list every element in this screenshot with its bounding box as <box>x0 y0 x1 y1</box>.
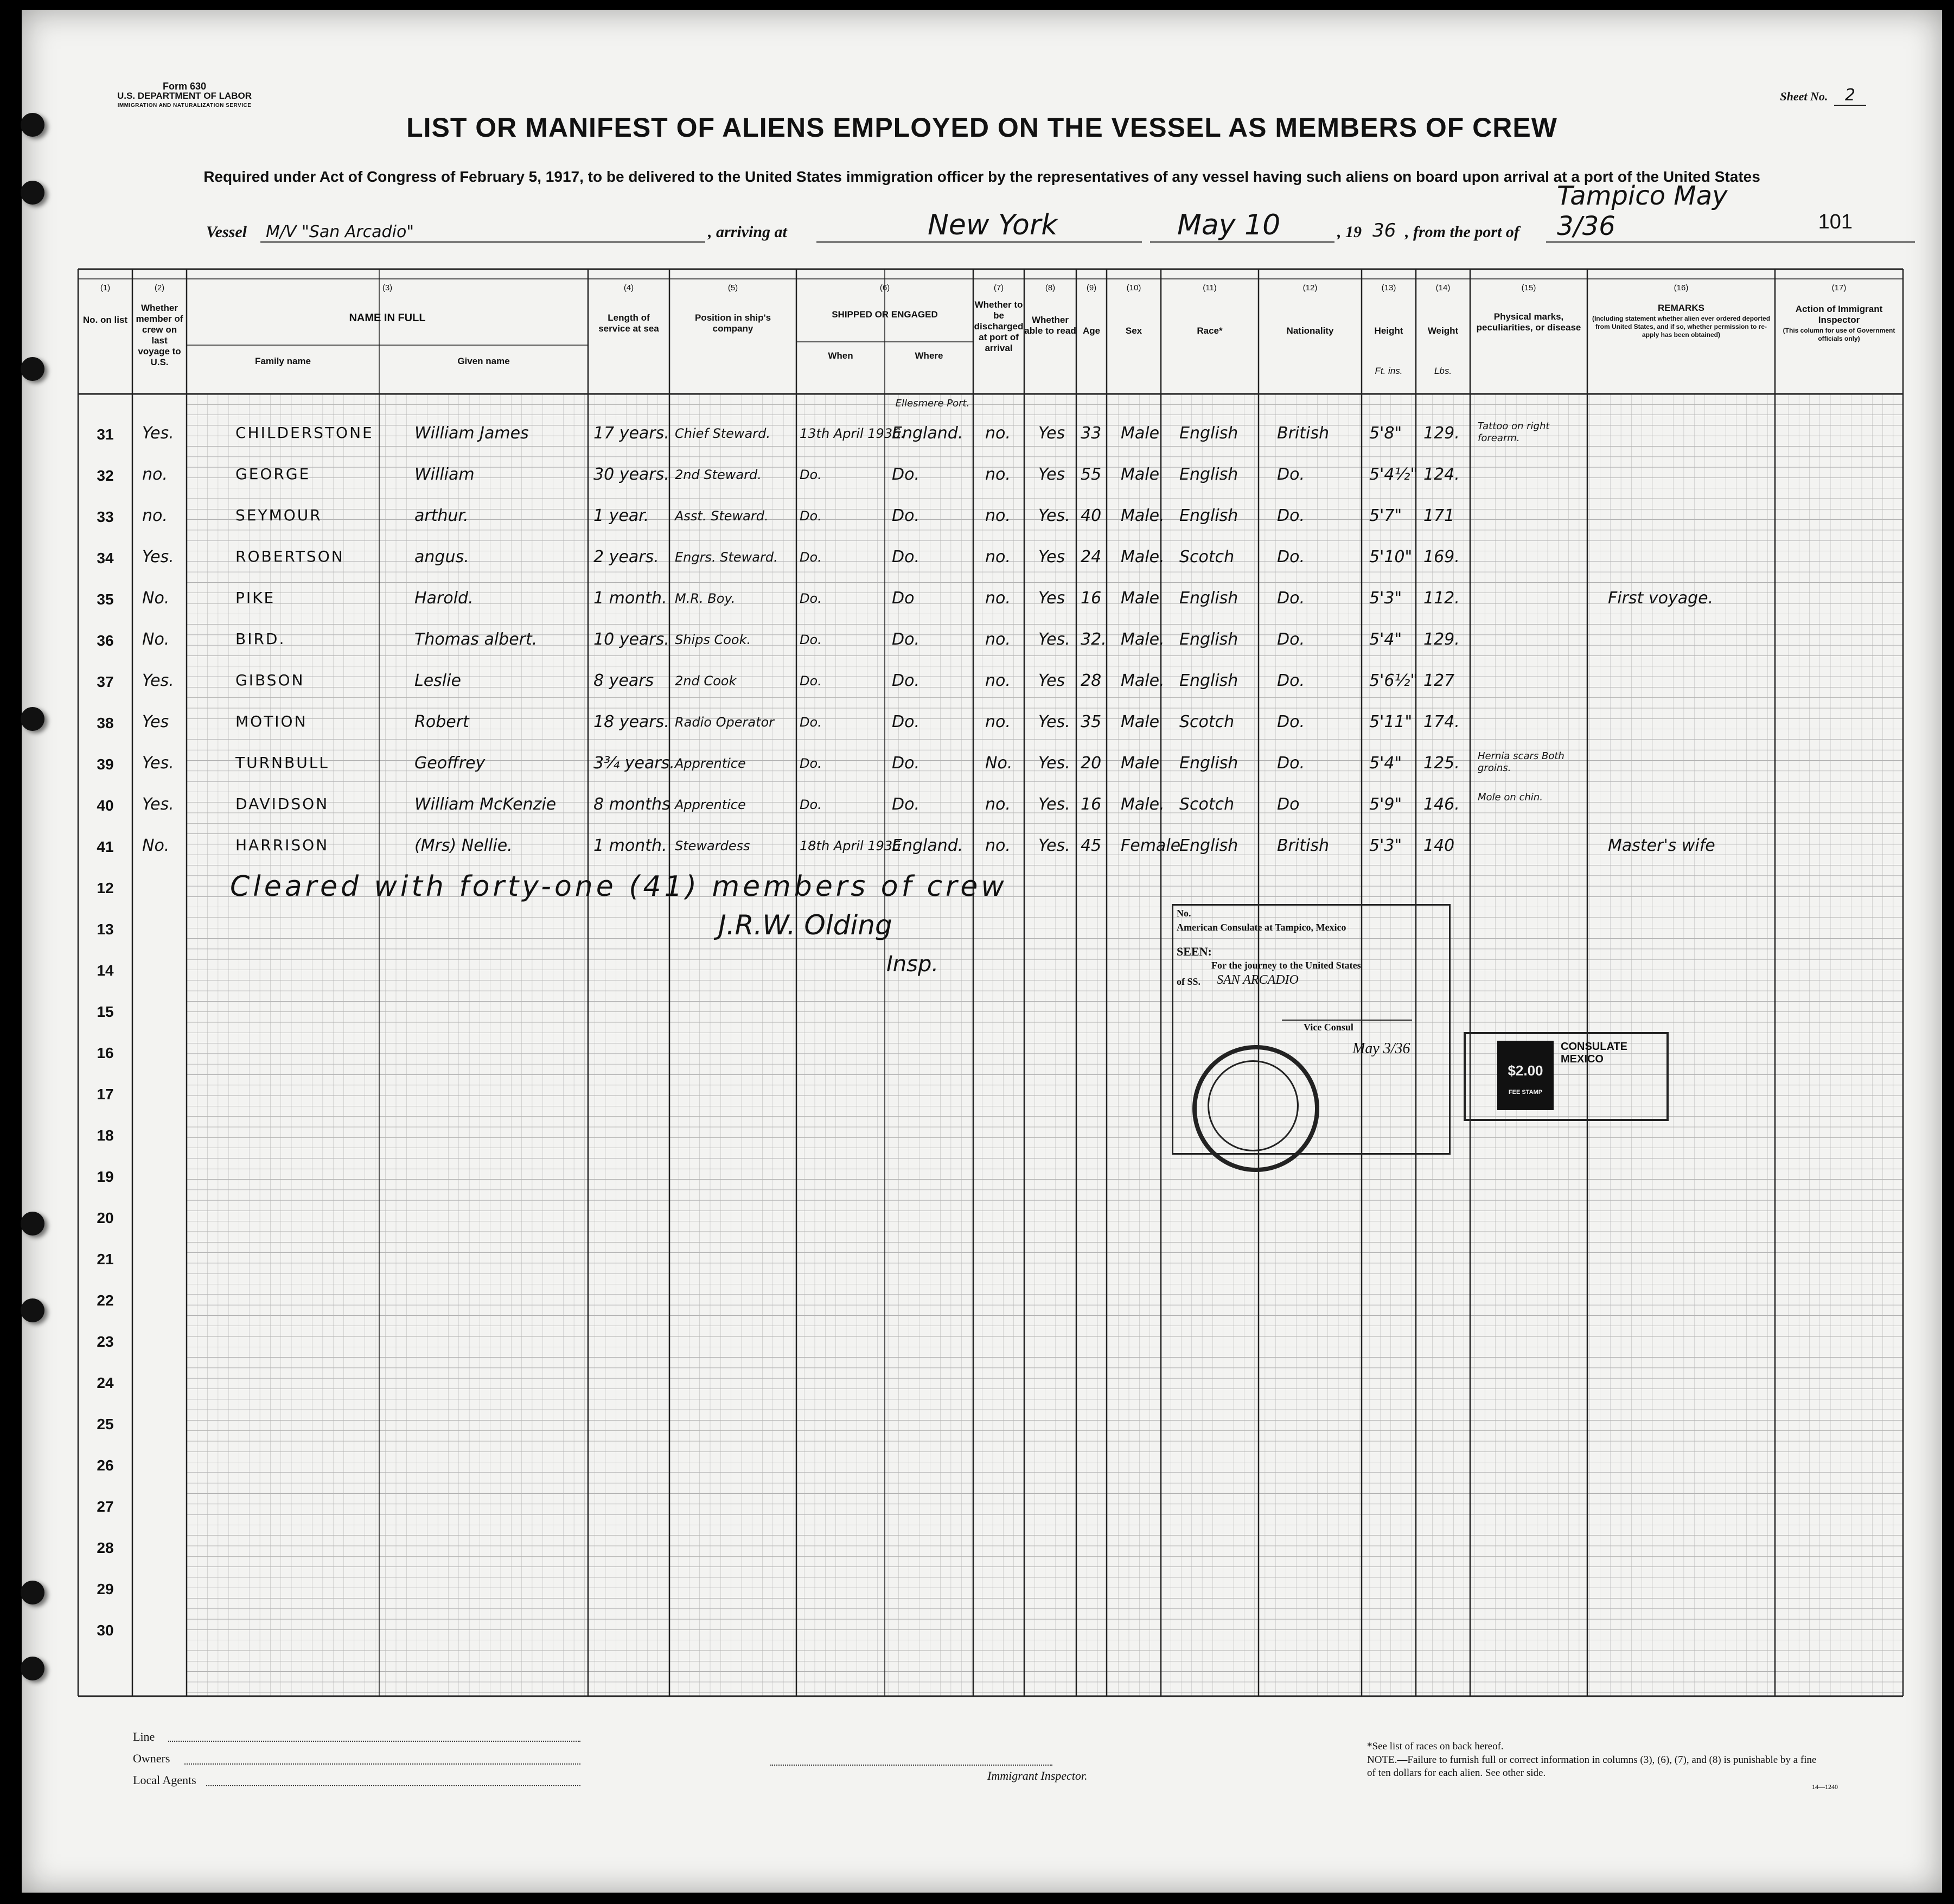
row-number: 13 <box>97 921 114 938</box>
stamp-no-label: No. <box>1177 908 1191 919</box>
shipped-when-cell: Do. <box>800 673 822 689</box>
row-number: 30 <box>97 1622 114 1639</box>
sex-cell: Male <box>1121 589 1160 608</box>
position-cell: Apprentice <box>675 756 746 771</box>
position-cell: M.R. Boy. <box>675 591 736 606</box>
service-cell: 18 years. <box>593 712 669 731</box>
shipped-where-cell: Do. <box>892 754 919 773</box>
height-cell: 5'4" <box>1369 754 1402 773</box>
position-cell: Ships Cook. <box>675 632 751 647</box>
year-prefix: , 19 <box>1337 223 1362 241</box>
stamp-ship: SAN ARCADIO <box>1217 973 1299 987</box>
position-cell: Stewardess <box>675 838 750 854</box>
shipped-when-cell: Do. <box>800 632 822 647</box>
col-13-number: (13) <box>1381 283 1396 292</box>
row-number: 12 <box>97 880 114 896</box>
col-given-header: Given name <box>457 356 510 366</box>
age-cell: 28 <box>1081 671 1102 690</box>
weight-cell: 127 <box>1423 671 1455 690</box>
fine-note: NOTE.—Failure to furnish full or correct information in columns (3), (6), (7), and (8) is punishable by a fine of ten dollars for each alien. See other side. <box>1367 1754 1817 1779</box>
row-number: 19 <box>97 1168 114 1185</box>
given-name-cell: angus. <box>414 547 469 566</box>
shipped-when-cell: Do. <box>800 797 822 812</box>
read-cell: Yes <box>1038 547 1065 566</box>
col-17-number: (17) <box>1831 283 1847 292</box>
discharge-cell: no. <box>985 712 1011 731</box>
family-name-cell: PIKE <box>235 589 276 607</box>
weight-cell: 169. <box>1423 547 1460 566</box>
age-cell: 33 <box>1081 424 1102 443</box>
race-note: *See list of races on back hereof. <box>1367 1741 1504 1752</box>
col-remarks-subheader: (Including statement whether alien ever ordered deported from United States, and if so, whether permission to re-apply has been obtained) <box>1592 315 1771 339</box>
shipped-when-cell: Do. <box>800 756 822 771</box>
line-underline <box>168 1741 580 1742</box>
row-number: 29 <box>97 1581 114 1597</box>
given-name-cell: William James <box>414 424 529 443</box>
remarks-cell: Master's wife <box>1608 836 1715 855</box>
stamp-vice-consul: Vice Consul <box>1304 1022 1353 1033</box>
weight-cell: 129. <box>1423 424 1460 443</box>
read-cell: Yes. <box>1038 754 1070 773</box>
from-value: Tampico May 3/36 <box>1557 181 1728 241</box>
last-voyage-cell: Yes. <box>142 795 174 814</box>
read-cell: Yes <box>1038 465 1065 484</box>
shipped-where-cell: Do. <box>892 465 919 484</box>
service-cell: 3¾ years. <box>593 754 675 773</box>
weight-cell: 124. <box>1423 465 1460 484</box>
nationality-cell: Do. <box>1277 465 1305 484</box>
sheet-label: Sheet No. <box>1780 90 1828 103</box>
shipped-where-cell: Do. <box>892 547 919 566</box>
shipped-where-cell: Do. <box>892 712 919 731</box>
race-cell: Scotch <box>1179 712 1235 731</box>
shipped-where-cell: England. <box>892 424 963 443</box>
col-9-number: (9) <box>1086 283 1097 292</box>
shipped-where-cell: Do. <box>892 671 919 690</box>
weight-cell: 140 <box>1423 836 1455 855</box>
row-number: 40 <box>97 797 114 814</box>
family-name-cell: BIRD. <box>235 630 286 648</box>
manifest-table <box>78 269 1923 1702</box>
height-cell: 5'11" <box>1369 712 1413 731</box>
last-voyage-cell: no. <box>142 506 168 525</box>
shipped-when-cell: Do. <box>800 508 822 524</box>
position-cell: 2nd Steward. <box>675 467 762 482</box>
height-cell: 5'4" <box>1369 630 1402 649</box>
stamp-journey: For the journey to the United States <box>1211 960 1361 971</box>
position-cell: Radio Operator <box>675 715 775 730</box>
nationality-cell: Do <box>1277 795 1300 814</box>
col-remarks-header: REMARKS <box>1658 303 1704 313</box>
inspector-signature: J.R.W. Olding <box>718 909 892 941</box>
family-name-cell: GIBSON <box>235 671 305 689</box>
where-note: Ellesmere Port. <box>895 398 970 409</box>
age-cell: 16 <box>1081 795 1102 814</box>
race-cell: Scotch <box>1179 547 1235 566</box>
year-value: 36 <box>1372 220 1396 241</box>
given-name-cell: arthur. <box>414 506 469 525</box>
shipped-when-cell: Do. <box>800 550 822 565</box>
weight-cell: 112. <box>1423 589 1460 608</box>
col-discharge-header: Whether to be discharged at port of arrival <box>974 300 1024 353</box>
read-cell: Yes. <box>1038 506 1070 525</box>
height-cell: 5'3" <box>1369 836 1402 855</box>
sex-cell: Male. <box>1121 506 1165 525</box>
shipped-where-cell: Do <box>892 589 915 608</box>
service-cell: 1 month. <box>593 589 667 608</box>
date-value: May 10 <box>1177 209 1281 241</box>
remarks-cell: First voyage. <box>1608 589 1714 608</box>
age-cell: 40 <box>1081 506 1102 525</box>
family-name-cell: ROBERTSON <box>235 547 344 565</box>
inspector-underline <box>770 1765 1052 1766</box>
stamp-seen: SEEN: <box>1177 945 1212 958</box>
race-cell: English <box>1179 630 1238 649</box>
discharge-cell: no. <box>985 465 1011 484</box>
discharge-cell: no. <box>985 836 1011 855</box>
row-number: 35 <box>97 591 114 608</box>
col-read-header: Whether able to read <box>1024 315 1076 336</box>
last-voyage-cell: no. <box>142 465 168 484</box>
col-12-number: (12) <box>1302 283 1318 292</box>
weight-unit: Lbs. <box>1434 366 1452 376</box>
shipped-when-cell: 18th April 1936 <box>800 838 901 854</box>
last-voyage-cell: Yes. <box>142 671 174 690</box>
position-cell: 2nd Cook <box>675 673 737 689</box>
row-number: 25 <box>97 1416 114 1432</box>
row-number: 31 <box>97 426 114 443</box>
row-number: 27 <box>97 1498 114 1515</box>
given-name-cell: William McKenzie <box>414 795 557 814</box>
height-cell: 5'4½" <box>1369 465 1418 484</box>
revenue-stamp-box <box>1464 1032 1669 1121</box>
discharge-cell: no. <box>985 547 1011 566</box>
col-when-header: When <box>828 351 853 361</box>
age-cell: 32. <box>1081 630 1107 649</box>
col-6-number: (6) <box>879 283 890 292</box>
col-position-header: Position in ship's company <box>694 313 771 334</box>
sex-cell: Male. <box>1121 547 1165 566</box>
row-number: 26 <box>97 1457 114 1474</box>
family-name-cell: MOTION <box>235 712 308 730</box>
fee-stamp-caption: FEE STAMP <box>1508 1089 1543 1096</box>
revenue-text: CONSULATE MEXICO <box>1561 1041 1627 1065</box>
vessel-label: Vessel <box>206 223 247 241</box>
sex-cell: Male <box>1121 465 1160 484</box>
nationality-cell: Do. <box>1277 630 1305 649</box>
cleared-note: Cleared with forty-one (41) members of crew <box>230 870 1007 903</box>
col-nationality-header: Nationality <box>1286 326 1334 336</box>
circular-seal <box>1192 1045 1319 1172</box>
row-number: 37 <box>97 673 114 690</box>
col-2-number: (2) <box>154 283 165 292</box>
col-where-header: Where <box>915 351 943 361</box>
col-inspector-subheader: (This column for use of Government officials only) <box>1783 327 1895 342</box>
height-cell: 5'10" <box>1369 547 1413 566</box>
given-name-cell: (Mrs) Nellie. <box>414 836 513 855</box>
given-name-cell: Geoffrey <box>414 754 486 773</box>
shipped-where-cell: Do. <box>892 630 919 649</box>
stamp-consulate: American Consulate at Tampico, Mexico <box>1177 922 1346 933</box>
race-cell: English <box>1179 836 1238 855</box>
col-marks-header: Physical marks, peculiarities, or disease <box>1476 311 1581 333</box>
race-cell: English <box>1179 754 1238 773</box>
service-cell: 10 years. <box>593 630 669 649</box>
position-cell: Asst. Steward. <box>675 508 769 524</box>
stamp-of-ss: of SS. <box>1177 976 1201 987</box>
col-no-header: No. on list <box>82 315 128 325</box>
row-number: 36 <box>97 632 114 649</box>
row-number: 20 <box>97 1209 114 1226</box>
nationality-cell: British <box>1277 424 1329 443</box>
col-16-number: (16) <box>1674 283 1689 292</box>
stamp-date: May 3/36 <box>1352 1040 1410 1057</box>
age-cell: 55 <box>1081 465 1102 484</box>
col-sex-header: Sex <box>1125 326 1142 336</box>
last-voyage-cell: No. <box>142 589 170 608</box>
page-subtitle: Required under Act of Congress of February 5, 1917, to be delivered to the United States immigration officer by the representatives of any vessel having such aliens on board upon arrival at a port of the United States <box>203 168 1760 185</box>
marks-cell: Tattoo on right forearm. <box>1478 421 1550 444</box>
weight-cell: 171 <box>1423 506 1455 525</box>
nationality-cell: Do. <box>1277 754 1305 773</box>
row-number: 16 <box>97 1045 114 1061</box>
height-cell: 5'6½" <box>1369 671 1418 690</box>
inspector-title: Insp. <box>886 952 939 977</box>
row-number: 32 <box>97 467 114 484</box>
col-weight-header: Weight <box>1427 326 1459 336</box>
row-number: 15 <box>97 1003 114 1020</box>
row-number: 24 <box>97 1374 114 1391</box>
race-cell: English <box>1179 671 1238 690</box>
service-cell: 17 years. <box>593 424 669 443</box>
age-cell: 45 <box>1081 836 1102 855</box>
page-number: 101 <box>1818 211 1853 233</box>
last-voyage-cell: No. <box>142 630 170 649</box>
row-number: 18 <box>97 1127 114 1144</box>
sex-cell: Male. <box>1121 630 1165 649</box>
nationality-cell: Do. <box>1277 712 1305 731</box>
seal-inner-ring <box>1208 1060 1299 1151</box>
col-15-number: (15) <box>1521 283 1536 292</box>
given-name-cell: William <box>414 465 475 484</box>
sex-cell: Male. <box>1121 671 1165 690</box>
sex-cell: Male <box>1121 712 1160 731</box>
age-cell: 24 <box>1081 547 1102 566</box>
fee-stamp-value: $2.00 <box>1508 1062 1543 1079</box>
row-number: 28 <box>97 1539 114 1556</box>
col-3-number: (3) <box>382 283 393 292</box>
last-voyage-cell: No. <box>142 836 170 855</box>
nationality-cell: Do. <box>1277 547 1305 566</box>
height-cell: 5'7" <box>1369 506 1402 525</box>
col-last-voyage-header: Whether member of crew on last voyage to U.S. <box>136 303 183 367</box>
discharge-cell: no. <box>985 671 1011 690</box>
sex-cell: Male <box>1121 424 1160 443</box>
family-name-cell: TURNBULL <box>235 754 329 772</box>
footer-agents-label: Local Agents <box>133 1773 196 1787</box>
row-number: 21 <box>97 1251 114 1268</box>
row-number: 34 <box>97 550 114 566</box>
weight-cell: 125. <box>1423 754 1460 773</box>
family-name-cell: SEYMOUR <box>235 506 322 524</box>
service-cell: 1 month. <box>593 836 667 855</box>
marks-cell: Mole on chin. <box>1478 792 1543 803</box>
read-cell: Yes <box>1038 424 1065 443</box>
family-name-cell: DAVIDSON <box>235 795 329 813</box>
col-name-header: NAME IN FULL <box>349 312 426 324</box>
marks-cell: Hernia scars Both groins. <box>1478 750 1565 774</box>
family-name-cell: HARRISON <box>235 836 329 854</box>
owners-underline <box>184 1763 580 1765</box>
col-8-number: (8) <box>1045 283 1056 292</box>
sex-cell: Male. <box>1121 795 1165 814</box>
discharge-cell: no. <box>985 630 1011 649</box>
discharge-cell: no. <box>985 795 1011 814</box>
shipped-when-cell: Do. <box>800 467 822 482</box>
fee-stamp <box>1497 1041 1554 1110</box>
position-cell: Engrs. Steward. <box>675 550 778 565</box>
arriving-value: New York <box>928 209 1058 241</box>
weight-cell: 146. <box>1423 795 1460 814</box>
nationality-cell: Do. <box>1277 671 1305 690</box>
service-cell: 8 years <box>593 671 654 690</box>
row-number: 22 <box>97 1292 114 1309</box>
height-cell: 5'8" <box>1369 424 1402 443</box>
footer-owners-label: Owners <box>133 1752 170 1765</box>
arriving-label: , arriving at <box>708 223 787 241</box>
row-number: 41 <box>97 838 114 855</box>
service-cell: 8 months <box>593 795 671 814</box>
shipped-when-cell: Do. <box>800 715 822 730</box>
manifest-page <box>22 10 1942 1893</box>
row-number: 38 <box>97 715 114 731</box>
service-cell: 1 year. <box>593 506 649 525</box>
shipped-where-cell: Do. <box>892 795 919 814</box>
shipped-where-cell: Do. <box>892 506 919 525</box>
col-14-number: (14) <box>1435 283 1451 292</box>
sex-cell: Male <box>1121 754 1160 773</box>
race-cell: English <box>1179 506 1238 525</box>
service-cell: 30 years. <box>593 465 669 484</box>
height-cell: 5'9" <box>1369 795 1402 814</box>
last-voyage-cell: Yes. <box>142 754 174 773</box>
nationality-cell: Do. <box>1277 589 1305 608</box>
footer-line-label: Line <box>133 1730 155 1743</box>
col-10-number: (10) <box>1126 283 1141 292</box>
read-cell: Yes. <box>1038 836 1070 855</box>
row-number: 17 <box>97 1086 114 1103</box>
read-cell: Yes <box>1038 671 1065 690</box>
read-cell: Yes <box>1038 589 1065 608</box>
sex-cell: Female <box>1121 836 1181 855</box>
col-height-header: Height <box>1374 326 1403 336</box>
form-code: 14—1240 <box>1812 1783 1838 1791</box>
discharge-cell: No. <box>985 754 1013 773</box>
race-cell: Scotch <box>1179 795 1235 814</box>
given-name-cell: Thomas albert. <box>414 630 538 649</box>
discharge-cell: no. <box>985 506 1011 525</box>
read-cell: Yes. <box>1038 795 1070 814</box>
col-service-header: Length of service at sea <box>598 313 659 334</box>
service-name: IMMIGRATION AND NATURALIZATION SERVICE <box>117 103 252 109</box>
row-number: 33 <box>97 508 114 525</box>
nationality-cell: British <box>1277 836 1329 855</box>
discharge-cell: no. <box>985 424 1011 443</box>
agents-underline <box>206 1785 580 1786</box>
race-cell: English <box>1179 465 1238 484</box>
position-cell: Chief Steward. <box>675 426 770 441</box>
height-unit: Ft. ins. <box>1375 366 1403 376</box>
read-cell: Yes. <box>1038 712 1070 731</box>
from-label: , from the port of <box>1405 223 1519 241</box>
row-number: 39 <box>97 756 114 773</box>
col-family-header: Family name <box>255 356 311 366</box>
col-inspector-header: Action of Immigrant Inspector <box>1795 304 1883 325</box>
col-5-number: (5) <box>727 283 738 292</box>
family-name-cell: CHILDERSTONE <box>235 424 374 442</box>
family-name-cell: GEORGE <box>235 465 311 483</box>
col-age-header: Age <box>1082 326 1101 336</box>
discharge-cell: no. <box>985 589 1011 608</box>
row-number: 23 <box>97 1333 114 1350</box>
sheet-value: 2 <box>1834 86 1866 106</box>
age-cell: 35 <box>1081 712 1102 731</box>
col-shipped-header: SHIPPED OR ENGAGED <box>832 309 938 320</box>
shipped-where-cell: England. <box>892 836 963 855</box>
row-number: 14 <box>97 962 114 979</box>
service-cell: 2 years. <box>593 547 659 566</box>
given-name-cell: Leslie <box>414 671 461 690</box>
col-race-header: Race* <box>1197 326 1223 336</box>
weight-cell: 174. <box>1423 712 1460 731</box>
footer-inspector-label: Immigrant Inspector. <box>987 1769 1088 1782</box>
stamp-signature-line <box>1282 992 1412 1021</box>
race-cell: English <box>1179 424 1238 443</box>
age-cell: 20 <box>1081 754 1102 773</box>
weight-cell: 129. <box>1423 630 1460 649</box>
last-voyage-cell: Yes <box>142 712 169 731</box>
shipped-when-cell: Do. <box>800 591 822 606</box>
last-voyage-cell: Yes. <box>142 547 174 566</box>
shipped-when-cell: 13th April 1936. <box>800 426 905 441</box>
department-name: U.S. DEPARTMENT OF LABOR <box>117 91 252 101</box>
given-name-cell: Harold. <box>414 589 474 608</box>
last-voyage-cell: Yes. <box>142 424 174 443</box>
position-cell: Apprentice <box>675 797 746 812</box>
nationality-cell: Do. <box>1277 506 1305 525</box>
height-cell: 5'3" <box>1369 589 1402 608</box>
col-7-number: (7) <box>993 283 1004 292</box>
col-1-number: (1) <box>100 283 111 292</box>
vessel-value: M/V "San Arcadio" <box>266 222 414 241</box>
page-title: LIST OR MANIFEST OF ALIENS EMPLOYED ON THE VESSEL AS MEMBERS OF CREW <box>406 112 1557 143</box>
race-cell: English <box>1179 589 1238 608</box>
col-11-number: (11) <box>1203 283 1217 292</box>
given-name-cell: Robert <box>414 712 469 731</box>
age-cell: 16 <box>1081 589 1102 608</box>
read-cell: Yes. <box>1038 630 1070 649</box>
col-4-number: (4) <box>623 283 634 292</box>
form-number: Form 630 <box>162 81 207 92</box>
